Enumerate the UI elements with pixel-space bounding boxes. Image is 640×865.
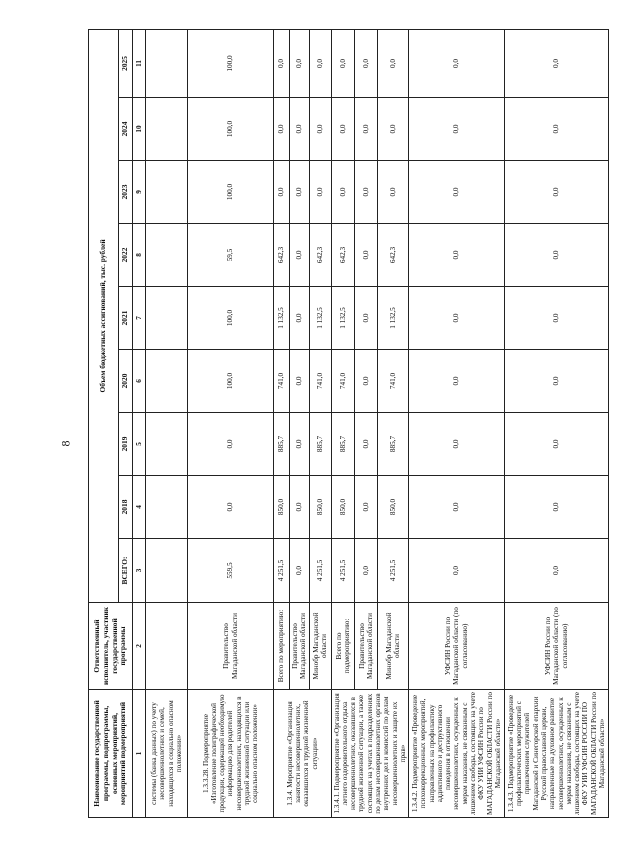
header-year: 2018 — [119, 476, 133, 539]
header-year: 2023 — [119, 161, 133, 224]
row-year-value — [146, 476, 188, 539]
row-year-value: 0,0 — [290, 98, 310, 161]
row-year-value: 0,0 — [309, 161, 331, 224]
row-year-value: 0,0 — [378, 29, 409, 97]
row-name: 1.3.4.2. Подмероприятие «Проведение психокоррекционных мероприятий, направленных на профилактику аддиктивного и деструктивного поведения в отношении несовершеннолетних, осужденных к мерам наказания, не связанным с лишением свободы, состоящих на учете ФКУ УИИ УФСИН России по МАГАДАНСКОЙ ОБЛАСТИ России по Магаданской области» — [409, 690, 505, 818]
header-total: ВСЕГО: — [119, 539, 133, 603]
row-name: 1.3.3.28. Подмероприятие «Изготовление полиграфической продукции, содержащей необходимую информацию для родителей несовершеннолетних, находящихся в трудной жизненной ситуации или социально опасном положении» — [188, 690, 274, 818]
table-row — [409, 29, 505, 817]
row-name: 1.3.4. Мероприятие «Организация занятости несовершеннолетних, оказавшихся в трудной жизненной ситуации» — [274, 690, 332, 818]
row-year-value: 100,0 — [188, 287, 274, 350]
row-year-value: 0,0 — [409, 98, 505, 161]
row-year-value: 0,0 — [355, 476, 378, 539]
row-year-value: 850,0 — [378, 476, 409, 539]
row-year-value: 642,3 — [331, 224, 355, 287]
row-year-value: 741,0 — [274, 350, 290, 413]
row-year-value — [146, 224, 188, 287]
table-row — [188, 29, 274, 817]
row-total: 4 251,5 — [274, 539, 290, 603]
row-total: 0,0 — [505, 539, 609, 603]
row-responsible: Правительство Магаданской области — [188, 603, 274, 690]
row-year-value — [146, 413, 188, 476]
page-number: 8 — [58, 440, 73, 447]
table-row — [146, 29, 188, 817]
row-year-value: 100,0 — [188, 29, 274, 97]
row-year-value: 0,0 — [355, 98, 378, 161]
row-year-value: 100,0 — [188, 161, 274, 224]
row-year-value: 0,0 — [290, 350, 310, 413]
header-year: 2019 — [119, 413, 133, 476]
row-year-value: 0,0 — [409, 287, 505, 350]
row-year-value: 0,0 — [355, 161, 378, 224]
row-year-value: 642,3 — [378, 224, 409, 287]
row-year-value: 0,0 — [505, 287, 609, 350]
row-year-value: 741,0 — [331, 350, 355, 413]
column-index: 3 — [133, 539, 146, 603]
column-index: 5 — [133, 413, 146, 476]
row-year-value: 0,0 — [355, 29, 378, 97]
row-year-value: 0,0 — [290, 29, 310, 97]
column-index: 2 — [133, 603, 146, 690]
row-year-value: 0,0 — [290, 287, 310, 350]
row-year-value: 0,0 — [290, 476, 310, 539]
row-responsible: Правительство Магаданской области — [290, 603, 310, 690]
row-total: 0,0 — [290, 539, 310, 603]
row-year-value — [146, 350, 188, 413]
row-responsible: Правительство Магаданской области — [355, 603, 378, 690]
row-year-value: 0,0 — [331, 98, 355, 161]
column-index: 4 — [133, 476, 146, 539]
row-total: 4 251,5 — [309, 539, 331, 603]
row-year-value: 0,0 — [505, 413, 609, 476]
row-year-value — [146, 98, 188, 161]
row-year-value: 0,0 — [355, 413, 378, 476]
row-year-value: 0,0 — [505, 224, 609, 287]
row-year-value: 850,0 — [274, 476, 290, 539]
column-index: 10 — [133, 98, 146, 161]
row-year-value: 0,0 — [290, 161, 310, 224]
row-year-value: 642,3 — [309, 224, 331, 287]
row-year-value: 0,0 — [505, 350, 609, 413]
row-year-value: 885,7 — [274, 413, 290, 476]
row-year-value — [146, 29, 188, 97]
row-responsible: УФСИН России по Магаданской области (по согласованию) — [505, 603, 609, 690]
row-year-value: 0,0 — [505, 29, 609, 97]
header-year: 2025 — [119, 29, 133, 97]
row-responsible: УФСИН России по Магаданской области (по согласованию) — [409, 603, 505, 690]
row-year-value: 885,7 — [309, 413, 331, 476]
row-year-value: 1 132,5 — [274, 287, 290, 350]
row-responsible: Минобр Магаданской области — [309, 603, 331, 690]
column-index: 6 — [133, 350, 146, 413]
row-total: 0,0 — [355, 539, 378, 603]
column-index: 9 — [133, 161, 146, 224]
column-index: 1 — [133, 690, 146, 818]
column-index: 8 — [133, 224, 146, 287]
row-year-value: 850,0 — [331, 476, 355, 539]
table-row — [331, 29, 355, 817]
row-year-value: 0,0 — [409, 350, 505, 413]
table-row — [274, 29, 290, 817]
row-year-value — [146, 161, 188, 224]
row-year-value: 0,0 — [355, 224, 378, 287]
header-year: 2024 — [119, 98, 133, 161]
column-index: 7 — [133, 287, 146, 350]
row-responsible: Минобр Магаданской области — [378, 603, 409, 690]
header-year: 2022 — [119, 224, 133, 287]
row-year-value: 0,0 — [274, 98, 290, 161]
row-year-value: 1 132,5 — [331, 287, 355, 350]
row-year-value: 0,0 — [309, 29, 331, 97]
row-year-value: 850,0 — [309, 476, 331, 539]
row-year-value: 0,0 — [331, 29, 355, 97]
header-responsible: Ответственный исполнитель, участник государственной программы — [89, 603, 133, 690]
column-index-row — [133, 29, 146, 817]
row-year-value: 59,5 — [188, 224, 274, 287]
header-year: 2020 — [119, 350, 133, 413]
row-year-value: 885,7 — [378, 413, 409, 476]
rotated-table-page — [88, 30, 606, 818]
row-total: 0,0 — [409, 539, 505, 603]
budget-table — [88, 29, 609, 818]
row-year-value: 0,0 — [409, 476, 505, 539]
row-year-value: 0,0 — [378, 161, 409, 224]
header-year: 2021 — [119, 287, 133, 350]
row-year-value: 0,0 — [505, 98, 609, 161]
row-year-value: 642,3 — [274, 224, 290, 287]
row-year-value: 1 132,5 — [309, 287, 331, 350]
row-year-value — [146, 287, 188, 350]
row-name: 1.3.4.3. Подмероприятие «Проведение профилактических мероприятий с привлечением служителей Магаданской и Синегорской епархии Русской православной церкви, направленные на духовное развитие несовершеннолетних, осужденных к мерам наказания, не связанным с лишением свободы, состоящих на учете ФКУ УИИ УФСИН РОССИИ ПО МАГАДАНСКОЙ ОБЛАСТИ России по Магаданской области» — [505, 690, 609, 818]
row-year-value: 0,0 — [331, 161, 355, 224]
row-year-value: 0,0 — [378, 98, 409, 161]
row-year-value: 885,7 — [331, 413, 355, 476]
table-row — [505, 29, 609, 817]
row-year-value: 0,0 — [290, 413, 310, 476]
header-budget: Объем бюджетных ассигнований, тыс. рублей — [89, 29, 119, 602]
row-year-value: 741,0 — [309, 350, 331, 413]
row-name: 1.3.4.1. Подмероприятие «Организация летнего оздоровительного отдыха несовершеннолетних, оказавшихся в трудной жизненной ситуации, а также состоящих на учетах в подразделениях по делам несовершеннолетних органов внутренних дел и комиссий по делам несовершеннолетних и защите их прав» — [331, 690, 409, 818]
row-year-value: 741,0 — [378, 350, 409, 413]
row-year-value: 0,0 — [409, 29, 505, 97]
row-year-value: 0,0 — [274, 161, 290, 224]
table-body — [146, 29, 609, 817]
row-year-value: 0,0 — [274, 29, 290, 97]
row-total: 559,5 — [188, 539, 274, 603]
row-year-value: 0,0 — [188, 476, 274, 539]
row-responsible: Всего по мероприятию: — [274, 603, 290, 690]
column-index: 11 — [133, 29, 146, 97]
row-total — [146, 539, 188, 603]
row-year-value: 0,0 — [409, 161, 505, 224]
row-total: 4 251,5 — [331, 539, 355, 603]
row-year-value: 0,0 — [505, 476, 609, 539]
row-year-value: 100,0 — [188, 350, 274, 413]
header-name: Наименование государственной программы, подпрограммы, основных мероприятий, мероприятий подмероприятий — [89, 690, 133, 818]
row-year-value: 0,0 — [409, 413, 505, 476]
row-year-value: 100,0 — [188, 98, 274, 161]
row-year-value: 0,0 — [355, 350, 378, 413]
row-year-value: 0,0 — [409, 224, 505, 287]
row-year-value: 0,0 — [505, 161, 609, 224]
row-year-value: 1 132,5 — [378, 287, 409, 350]
row-year-value: 0,0 — [188, 413, 274, 476]
row-year-value: 0,0 — [290, 224, 310, 287]
row-responsible: Всего по подмероприятию: — [331, 603, 355, 690]
row-name: системы (банка данных) по учету несовершеннолетних и семей, находящихся в социально опасном положении» — [146, 690, 188, 818]
row-total: 4 251,5 — [378, 539, 409, 603]
row-year-value: 0,0 — [355, 287, 378, 350]
row-responsible — [146, 603, 188, 690]
row-year-value: 0,0 — [309, 98, 331, 161]
